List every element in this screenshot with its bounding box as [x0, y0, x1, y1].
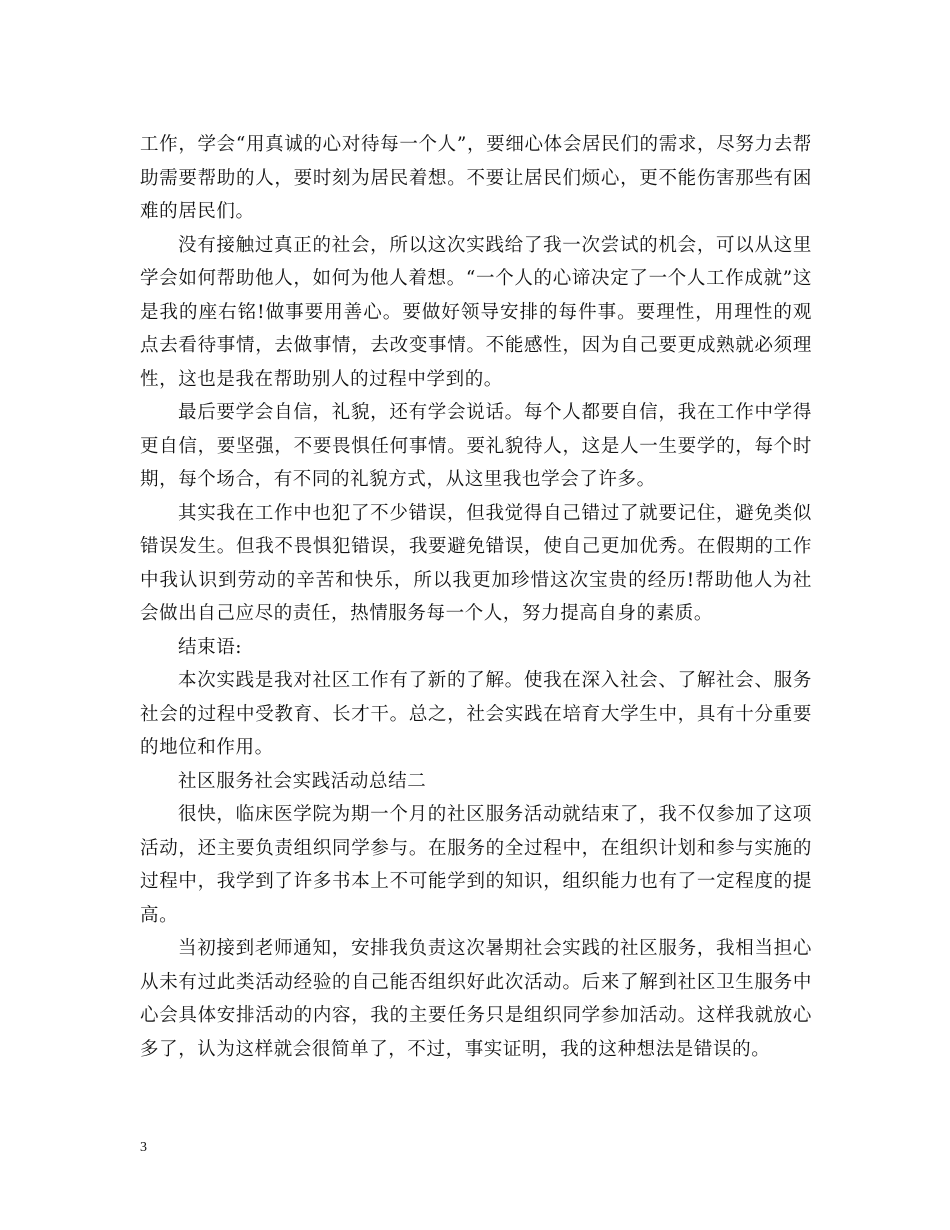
paragraph: 本次实践是我对社区工作有了新的了解。使我在深入社会、了解社会、服务社会的过程中受教育、长才干。总之，社会实践在培育大学生中，具有十分重要的地位和作用。 [140, 670, 812, 758]
section-heading: 结束语: [178, 636, 243, 658]
paragraph: 工作，学会“用真诚的心对待每一个人”，要细心体会居民们的需求，尽努力去帮助需要帮助的人，要时刻为居民着想。不要让居民们烦心，更不能伤害那些有困难的居民们。 [140, 134, 812, 222]
section-title: 社区服务社会实践活动总结二 [178, 770, 427, 792]
page-number: 3 [140, 1140, 147, 1155]
paragraph: 最后要学会自信，礼貌，还有学会说话。每个人都要自信，我在工作中学得更自信，要坚强，不要畏惧任何事情。要礼貌待人，这是人一生要学的，每个时期，每个场合，有不同的礼貌方式，从这里我也学会了许多。 [140, 402, 812, 490]
paragraph: 没有接触过真正的社会，所以这次实践给了我一次尝试的机会，可以从这里学会如何帮助他人，如何为他人着想。“一个人的心谛决定了一个人工作成就”这是我的座右铭!做事要用善心。要做好领导安排的每件事。要理性，用理性的观点去看待事情，去做事情，去改变事情。不能感性，因为自己要更成熟就必须理性，这也是我在帮助别人的过程中学到的。 [140, 234, 812, 390]
paragraph: 当初接到老师通知，安排我负责这次暑期社会实践的社区服务，我相当担心从未有过此类活动经验的自己能否组织好此次活动。后来了解到社区卫生服务中心会具体安排活动的内容，我的主要任务只是组织同学参加活动。这样我就放心多了，认为这样就会很简单了，不过，事实证明，我的这种想法是错误的。 [140, 938, 812, 1060]
body-text [140, 128, 812, 1066]
paragraph: 很快，临床医学院为期一个月的社区服务活动就结束了，我不仅参加了这项活动，还主要负责组织同学参与。在服务的全过程中，在组织计划和参与实施的过程中，我学到了许多书本上不可能学到的知识，组织能力也有了一定程度的提高。 [140, 804, 812, 926]
paragraph: 其实我在工作中也犯了不少错误，但我觉得自己错过了就要记住，避免类似错误发生。但我不畏惧犯错误，我要避免错误，使自己更加优秀。在假期的工作中我认识到劳动的辛苦和快乐，所以我更加珍惜这次宝贵的经历!帮助他人为社会做出自己应尽的责任，热情服务每一个人，努力提高自身的素质。 [140, 502, 812, 624]
